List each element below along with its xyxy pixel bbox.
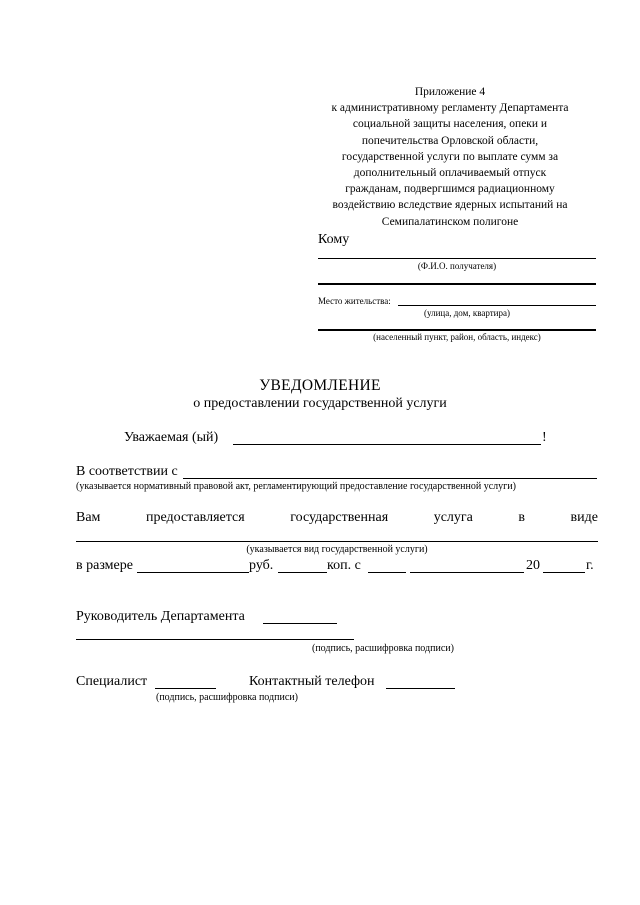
greeting-label: Уважаемая (ый) [124,430,219,445]
appendix-line: Семипалатинском полигоне [381,215,519,228]
basis-caption: (указывается нормативный правовой акт, регламентирующий предоставление государственной услуги) [76,481,516,492]
appendix-line: дополнительный оплачиваемый отпуск [353,167,547,180]
amount-rub-label: руб. [249,558,274,573]
residence-label: Место жительства: [318,296,391,306]
residence-street-line[interactable] [398,305,596,306]
appendix-header [300,84,600,230]
appendix-line: воздействию вследствие ядерных испытаний на [332,199,568,212]
head-signature-label: Руководитель Департамента [76,609,245,624]
service-word: услуга [433,510,473,525]
notice-subtitle: о предоставлении государственной услуги [193,396,447,411]
head-signature-caption: (подпись, расшифровка подписи) [312,643,454,654]
specialist-signature-line[interactable] [155,688,216,689]
date-day-line[interactable] [368,572,406,573]
phone-line[interactable] [386,688,455,689]
appendix-line: Приложение 4 [414,86,486,98]
service-word: Вам [76,510,101,525]
service-sentence [76,510,598,526]
notice-title: УВЕДОМЛЕНИЕ [259,377,381,394]
service-word: в [518,510,525,525]
date-year-line[interactable] [543,572,585,573]
head-signature-line[interactable] [76,639,354,640]
service-word: государственная [290,510,389,525]
locality-caption: (населенный пункт, район, область, индекс) [373,332,541,342]
service-word: предоставляется [145,510,245,525]
service-caption: (указывается вид государственной услуги) [246,544,428,555]
amount-kop-label: коп. с [327,558,361,573]
amount-label: в размере [76,558,133,573]
date-year-prefix: 20 [526,558,540,573]
appendix-line: попечительства Орловской области, [361,134,539,147]
service-word: виде [570,510,598,525]
head-short-line[interactable] [263,623,337,624]
phone-label: Контактный телефон [249,674,375,689]
recipient-fio-caption: (Ф.И.О. получателя) [417,261,497,271]
appendix-line: социальной защиты населения, опеки и [352,118,548,131]
basis-label: В соответствии с [76,464,178,479]
specialist-caption: (подпись, расшифровка подписи) [156,692,298,703]
residence-locality-line[interactable] [318,329,596,331]
date-year-suffix: г. [586,558,594,573]
date-month-line[interactable] [410,572,524,573]
specialist-label: Специалист [76,674,148,689]
amount-kop-line[interactable] [278,572,327,573]
greeting-exclamation: ! [542,430,547,445]
amount-rub-line[interactable] [137,572,249,573]
recipient-to-label: Кому [318,232,350,247]
recipient-extra-line[interactable] [318,283,596,285]
recipient-fio-line[interactable] [318,258,596,259]
basis-line[interactable] [183,478,597,479]
appendix-line: государственной услуги по выплате сумм за [341,150,559,163]
greeting-name-line[interactable] [233,444,541,445]
service-type-line[interactable] [76,541,598,542]
address-caption: (улица, дом, квартира) [424,308,510,318]
appendix-line: к административному регламенту Департамента [331,102,569,115]
appendix-line: гражданам, подвергшимся радиационному [345,183,555,196]
